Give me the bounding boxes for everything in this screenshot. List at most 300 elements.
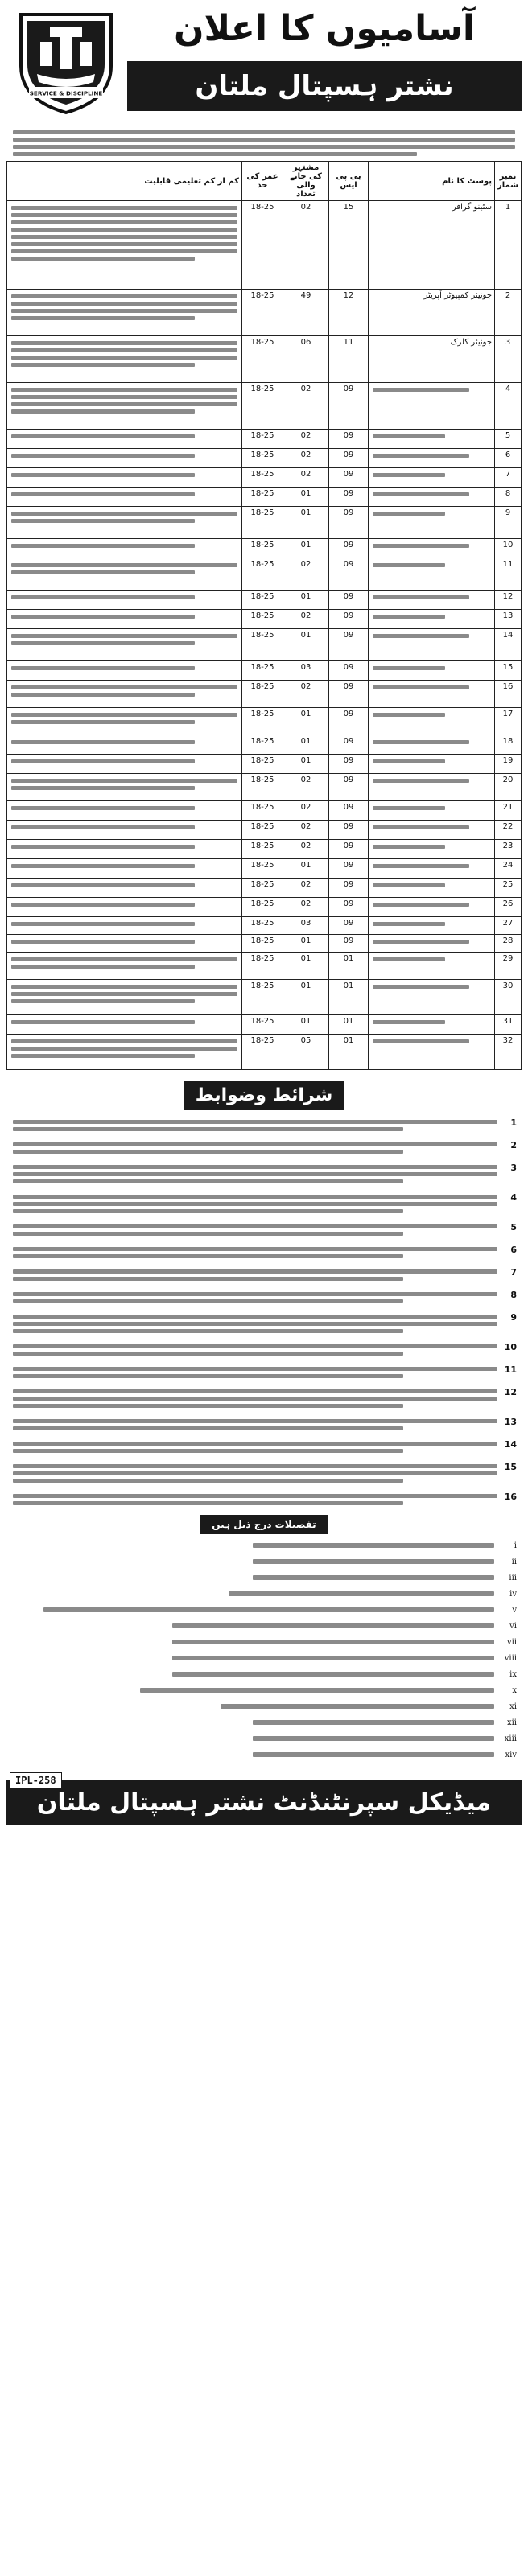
illegible-text-placeholder bbox=[11, 1020, 195, 1024]
illegible-text-placeholder bbox=[11, 206, 237, 210]
condition-text bbox=[11, 1461, 499, 1486]
cell-seats: 01 bbox=[283, 507, 329, 539]
cell-post bbox=[369, 488, 495, 507]
cell-bps: 01 bbox=[329, 953, 369, 980]
table-row bbox=[7, 610, 522, 629]
condition-text bbox=[11, 1117, 499, 1134]
schedule-item bbox=[11, 1716, 517, 1729]
cell-bps: 09 bbox=[329, 898, 369, 917]
illegible-text-placeholder bbox=[373, 779, 469, 783]
table-row bbox=[7, 488, 522, 507]
illegible-text-placeholder bbox=[13, 1471, 497, 1475]
cell-bps: 09 bbox=[329, 507, 369, 539]
cell-sr: 12 bbox=[495, 591, 522, 610]
schedule-item bbox=[11, 1732, 517, 1745]
cell-bps: 09 bbox=[329, 539, 369, 558]
cell-seats: 02 bbox=[283, 840, 329, 859]
table-row bbox=[7, 201, 522, 290]
cell-post bbox=[369, 681, 495, 708]
condition-text bbox=[11, 1311, 499, 1336]
illegible-text-placeholder bbox=[13, 1179, 403, 1183]
illegible-text-placeholder bbox=[11, 242, 237, 246]
cell-bps: 09 bbox=[329, 935, 369, 953]
schedule-roman: iv bbox=[509, 1589, 517, 1599]
cell-bps: 12 bbox=[329, 290, 369, 336]
cell-sr: 29 bbox=[495, 953, 522, 980]
schedule-item bbox=[11, 1539, 517, 1552]
cell-age: 18-25 bbox=[242, 898, 283, 917]
cell-seats: 01 bbox=[283, 980, 329, 1015]
illegible-text-placeholder bbox=[11, 666, 195, 670]
cell-age: 18-25 bbox=[242, 1015, 283, 1035]
condition-item bbox=[11, 1461, 517, 1486]
cell-bps: 09 bbox=[329, 859, 369, 879]
condition-item bbox=[11, 1266, 517, 1284]
cell-sr: 9 bbox=[495, 507, 522, 539]
cell-qualification bbox=[7, 558, 242, 591]
illegible-text-placeholder bbox=[373, 713, 445, 717]
cell-qualification bbox=[7, 661, 242, 681]
illegible-text-placeholder bbox=[13, 1150, 403, 1154]
cell-bps: 01 bbox=[329, 1035, 369, 1070]
illegible-text-placeholder bbox=[373, 825, 469, 829]
condition-text bbox=[11, 1266, 499, 1284]
illegible-text-placeholder bbox=[13, 1315, 497, 1319]
schedule-item bbox=[11, 1636, 517, 1648]
cell-qualification bbox=[7, 488, 242, 507]
condition-number: 5 bbox=[510, 1222, 517, 1232]
cell-post bbox=[369, 708, 495, 735]
cell-sr: 14 bbox=[495, 629, 522, 661]
cell-qualification bbox=[7, 201, 242, 290]
cell-age: 18-25 bbox=[242, 980, 283, 1015]
cell-sr: 23 bbox=[495, 840, 522, 859]
cell-post: جونیئر کمپیوٹر آپریٹر bbox=[369, 290, 495, 336]
footer-signature: میڈیکل سپرنٹنڈنٹ نشتر ہسپتال ملتان bbox=[6, 1780, 522, 1825]
cell-post bbox=[369, 539, 495, 558]
cell-bps: 09 bbox=[329, 681, 369, 708]
illegible-text-placeholder bbox=[373, 454, 469, 458]
illegible-text-placeholder bbox=[11, 940, 195, 944]
cell-bps: 09 bbox=[329, 629, 369, 661]
schedule-roman: xiii bbox=[504, 1734, 517, 1743]
illegible-text-placeholder bbox=[13, 1120, 497, 1124]
schedule-roman: iii bbox=[509, 1573, 517, 1582]
illegible-text-placeholder bbox=[11, 595, 195, 599]
condition-item bbox=[11, 1139, 517, 1157]
cell-seats: 02 bbox=[283, 898, 329, 917]
cell-post bbox=[369, 859, 495, 879]
illegible-text-placeholder bbox=[13, 1344, 497, 1348]
condition-text bbox=[11, 1139, 499, 1157]
illegible-text-placeholder bbox=[253, 1559, 494, 1564]
condition-number: 1 bbox=[510, 1117, 517, 1128]
cell-sr: 24 bbox=[495, 859, 522, 879]
illegible-text-placeholder bbox=[373, 922, 445, 926]
illegible-text-placeholder bbox=[13, 1195, 497, 1199]
cell-seats: 01 bbox=[283, 629, 329, 661]
condition-text bbox=[11, 1289, 499, 1307]
cell-qualification bbox=[7, 468, 242, 488]
condition-number: 13 bbox=[504, 1417, 517, 1427]
cell-qualification bbox=[7, 774, 242, 801]
illegible-text-placeholder bbox=[11, 779, 237, 783]
illegible-text-placeholder bbox=[373, 595, 469, 599]
cell-seats: 02 bbox=[283, 468, 329, 488]
cell-seats: 02 bbox=[283, 681, 329, 708]
illegible-text-placeholder bbox=[11, 999, 195, 1003]
cell-qualification bbox=[7, 681, 242, 708]
cell-sr: 8 bbox=[495, 488, 522, 507]
cell-post bbox=[369, 610, 495, 629]
illegible-text-placeholder bbox=[13, 1209, 403, 1213]
cell-bps: 01 bbox=[329, 980, 369, 1015]
cell-qualification bbox=[7, 840, 242, 859]
illegible-text-placeholder bbox=[13, 1352, 403, 1356]
cell-seats: 02 bbox=[283, 774, 329, 801]
schedule-item bbox=[11, 1587, 517, 1600]
illegible-text-placeholder bbox=[11, 864, 195, 868]
cell-sr: 3 bbox=[495, 336, 522, 383]
condition-number: 16 bbox=[504, 1492, 517, 1502]
footer bbox=[6, 1772, 522, 1830]
cell-qualification bbox=[7, 629, 242, 661]
illegible-text-placeholder bbox=[11, 388, 237, 392]
cell-post bbox=[369, 879, 495, 898]
table-row bbox=[7, 591, 522, 610]
cell-age: 18-25 bbox=[242, 935, 283, 953]
cell-age: 18-25 bbox=[242, 290, 283, 336]
illegible-text-placeholder bbox=[11, 634, 237, 638]
cell-age: 18-25 bbox=[242, 879, 283, 898]
illegible-text-placeholder bbox=[11, 786, 195, 790]
condition-number: 10 bbox=[504, 1342, 517, 1352]
condition-item bbox=[11, 1117, 517, 1134]
illegible-text-placeholder bbox=[13, 1404, 403, 1408]
table-row bbox=[7, 953, 522, 980]
cell-sr: 19 bbox=[495, 755, 522, 774]
cell-post bbox=[369, 558, 495, 591]
cell-post bbox=[369, 468, 495, 488]
illegible-text-placeholder bbox=[11, 883, 195, 887]
cell-age: 18-25 bbox=[242, 539, 283, 558]
cell-age: 18-25 bbox=[242, 430, 283, 449]
cell-post bbox=[369, 935, 495, 953]
logo-motto: SERVICE & DISCIPLINE bbox=[29, 89, 103, 97]
cell-age: 18-25 bbox=[242, 661, 283, 681]
cell-qualification bbox=[7, 879, 242, 898]
cell-age: 18-25 bbox=[242, 681, 283, 708]
cell-qualification bbox=[7, 610, 242, 629]
illegible-text-placeholder bbox=[11, 992, 237, 996]
illegible-text-placeholder bbox=[373, 1039, 469, 1043]
cell-post bbox=[369, 953, 495, 980]
illegible-text-placeholder bbox=[253, 1575, 494, 1580]
illegible-text-placeholder bbox=[11, 409, 195, 414]
header-seats: مشتہر کی جانے والی تعداد bbox=[283, 162, 329, 201]
illegible-text-placeholder bbox=[11, 985, 237, 989]
schedule-item bbox=[11, 1652, 517, 1665]
illegible-text-placeholder bbox=[11, 1047, 237, 1051]
illegible-text-placeholder bbox=[11, 512, 237, 516]
cell-seats: 02 bbox=[283, 201, 329, 290]
cell-qualification bbox=[7, 1015, 242, 1035]
posts-table-body bbox=[7, 201, 522, 1070]
illegible-text-placeholder bbox=[13, 1172, 497, 1176]
cell-seats: 02 bbox=[283, 801, 329, 821]
cell-sr: 20 bbox=[495, 774, 522, 801]
condition-item bbox=[11, 1364, 517, 1381]
illegible-text-placeholder bbox=[11, 302, 237, 306]
illegible-text-placeholder bbox=[11, 228, 237, 232]
illegible-text-placeholder bbox=[253, 1752, 494, 1757]
cell-age: 18-25 bbox=[242, 821, 283, 840]
cell-bps: 09 bbox=[329, 708, 369, 735]
illegible-text-placeholder bbox=[13, 1367, 497, 1371]
illegible-text-placeholder bbox=[373, 864, 469, 868]
illegible-text-placeholder bbox=[11, 341, 237, 345]
cell-qualification bbox=[7, 539, 242, 558]
cell-bps: 09 bbox=[329, 488, 369, 507]
schedule-item bbox=[11, 1555, 517, 1568]
cell-sr: 26 bbox=[495, 898, 522, 917]
illegible-text-placeholder bbox=[11, 641, 195, 645]
cell-seats: 01 bbox=[283, 591, 329, 610]
illegible-text-placeholder bbox=[13, 1501, 403, 1505]
illegible-text-placeholder bbox=[11, 759, 195, 763]
intro-paragraph bbox=[11, 130, 517, 156]
condition-item bbox=[11, 1289, 517, 1307]
schedule-roman: ii bbox=[511, 1557, 517, 1566]
table-row bbox=[7, 821, 522, 840]
illegible-text-placeholder bbox=[373, 388, 469, 392]
table-row bbox=[7, 290, 522, 336]
cell-sr: 28 bbox=[495, 935, 522, 953]
cell-age: 18-25 bbox=[242, 336, 283, 383]
illegible-text-placeholder bbox=[11, 402, 237, 406]
cell-qualification bbox=[7, 859, 242, 879]
illegible-text-placeholder bbox=[11, 395, 237, 399]
illegible-text-placeholder bbox=[11, 693, 195, 697]
illegible-text-placeholder bbox=[373, 883, 445, 887]
condition-number: 2 bbox=[510, 1140, 517, 1150]
illegible-text-placeholder bbox=[11, 825, 195, 829]
illegible-text-placeholder bbox=[13, 1322, 497, 1326]
schedule-item bbox=[11, 1700, 517, 1713]
cell-seats: 02 bbox=[283, 821, 329, 840]
cell-seats: 01 bbox=[283, 1015, 329, 1035]
table-row bbox=[7, 430, 522, 449]
cell-bps: 09 bbox=[329, 755, 369, 774]
table-row bbox=[7, 708, 522, 735]
illegible-text-placeholder bbox=[11, 957, 237, 961]
cell-post bbox=[369, 629, 495, 661]
cell-sr: 30 bbox=[495, 980, 522, 1015]
cell-post bbox=[369, 591, 495, 610]
illegible-text-placeholder bbox=[11, 249, 237, 253]
condition-number: 4 bbox=[510, 1192, 517, 1203]
cell-qualification bbox=[7, 1035, 242, 1070]
schedule-item bbox=[11, 1684, 517, 1697]
cell-age: 18-25 bbox=[242, 383, 283, 430]
cell-bps: 09 bbox=[329, 468, 369, 488]
cell-seats: 01 bbox=[283, 953, 329, 980]
cell-bps: 09 bbox=[329, 558, 369, 591]
cell-sr: 16 bbox=[495, 681, 522, 708]
cell-post bbox=[369, 661, 495, 681]
table-row bbox=[7, 935, 522, 953]
cell-bps: 09 bbox=[329, 774, 369, 801]
cell-seats: 01 bbox=[283, 708, 329, 735]
cell-qualification bbox=[7, 430, 242, 449]
table-row bbox=[7, 774, 522, 801]
illegible-text-placeholder bbox=[373, 940, 469, 944]
cell-age: 18-25 bbox=[242, 755, 283, 774]
cell-bps: 09 bbox=[329, 801, 369, 821]
illegible-text-placeholder bbox=[11, 434, 195, 438]
table-row bbox=[7, 859, 522, 879]
illegible-text-placeholder bbox=[172, 1656, 494, 1660]
illegible-text-placeholder bbox=[11, 235, 237, 239]
illegible-text-placeholder bbox=[11, 845, 195, 849]
cell-bps: 09 bbox=[329, 879, 369, 898]
cell-sr: 32 bbox=[495, 1035, 522, 1070]
illegible-text-placeholder bbox=[13, 1224, 497, 1228]
header-age: عمر کی حد bbox=[242, 162, 283, 201]
illegible-text-placeholder bbox=[373, 759, 445, 763]
cell-qualification bbox=[7, 449, 242, 468]
schedule-roman: xiv bbox=[505, 1750, 517, 1759]
hospital-crest-logo bbox=[13, 10, 119, 116]
cell-bps: 09 bbox=[329, 821, 369, 840]
illegible-text-placeholder bbox=[253, 1543, 494, 1548]
illegible-text-placeholder bbox=[11, 294, 237, 298]
header bbox=[6, 5, 522, 126]
cell-age: 18-25 bbox=[242, 774, 283, 801]
cell-seats: 02 bbox=[283, 430, 329, 449]
cell-seats: 01 bbox=[283, 488, 329, 507]
condition-number: 9 bbox=[510, 1312, 517, 1323]
illegible-text-placeholder bbox=[13, 1247, 497, 1251]
cell-seats: 02 bbox=[283, 383, 329, 430]
condition-number: 7 bbox=[510, 1267, 517, 1278]
cell-qualification bbox=[7, 821, 242, 840]
cell-age: 18-25 bbox=[242, 610, 283, 629]
condition-item bbox=[11, 1311, 517, 1336]
schedule-roman: vi bbox=[509, 1621, 517, 1631]
condition-number: 6 bbox=[510, 1245, 517, 1255]
condition-item bbox=[11, 1191, 517, 1216]
cell-sr: 31 bbox=[495, 1015, 522, 1035]
illegible-text-placeholder bbox=[43, 1607, 494, 1612]
cell-post bbox=[369, 430, 495, 449]
cell-qualification bbox=[7, 735, 242, 755]
cell-sr: 5 bbox=[495, 430, 522, 449]
condition-number: 14 bbox=[504, 1439, 517, 1450]
illegible-text-placeholder bbox=[13, 1165, 497, 1169]
cell-sr: 4 bbox=[495, 383, 522, 430]
cell-seats: 01 bbox=[283, 539, 329, 558]
cell-bps: 09 bbox=[329, 840, 369, 859]
cell-qualification bbox=[7, 953, 242, 980]
table-row bbox=[7, 898, 522, 917]
cell-sr: 27 bbox=[495, 917, 522, 935]
illegible-text-placeholder bbox=[11, 473, 195, 477]
schedule-title: تفصیلات درج ذیل ہیں bbox=[200, 1515, 328, 1534]
cell-seats: 03 bbox=[283, 917, 329, 935]
cell-age: 18-25 bbox=[242, 953, 283, 980]
illegible-text-placeholder bbox=[11, 454, 195, 458]
cell-age: 18-25 bbox=[242, 629, 283, 661]
schedule-roman: v bbox=[512, 1605, 517, 1615]
schedule-item bbox=[11, 1668, 517, 1681]
illegible-text-placeholder bbox=[13, 1202, 497, 1206]
illegible-text-placeholder bbox=[140, 1688, 494, 1693]
advertisement-page bbox=[6, 0, 522, 1837]
condition-text bbox=[11, 1244, 499, 1261]
table-row bbox=[7, 383, 522, 430]
illegible-text-placeholder bbox=[373, 903, 469, 907]
cell-post bbox=[369, 801, 495, 821]
illegible-text-placeholder bbox=[11, 544, 195, 548]
cell-post bbox=[369, 821, 495, 840]
schedule-roman: xii bbox=[506, 1718, 517, 1727]
condition-text bbox=[11, 1162, 499, 1187]
table-row bbox=[7, 661, 522, 681]
cell-age: 18-25 bbox=[242, 708, 283, 735]
illegible-text-placeholder bbox=[13, 1464, 497, 1468]
condition-text bbox=[11, 1386, 499, 1411]
table-row bbox=[7, 681, 522, 708]
illegible-text-placeholder bbox=[373, 1020, 445, 1024]
illegible-text-placeholder bbox=[11, 1054, 195, 1058]
condition-text bbox=[11, 1341, 499, 1359]
illegible-text-placeholder bbox=[13, 1292, 497, 1296]
table-row bbox=[7, 801, 522, 821]
illegible-text-placeholder bbox=[11, 309, 237, 313]
cell-seats: 49 bbox=[283, 290, 329, 336]
header-sr: نمبر شمار bbox=[495, 162, 522, 201]
cell-post bbox=[369, 735, 495, 755]
illegible-text-placeholder bbox=[11, 713, 237, 717]
schedule-item bbox=[11, 1748, 517, 1761]
condition-item bbox=[11, 1244, 517, 1261]
illegible-text-placeholder bbox=[13, 1494, 497, 1498]
cell-post bbox=[369, 449, 495, 468]
illegible-text-placeholder bbox=[373, 985, 469, 989]
cell-qualification bbox=[7, 336, 242, 383]
condition-item bbox=[11, 1491, 517, 1508]
cell-age: 18-25 bbox=[242, 201, 283, 290]
illegible-text-placeholder bbox=[373, 685, 469, 689]
condition-text bbox=[11, 1438, 499, 1456]
illegible-text-placeholder bbox=[11, 348, 237, 352]
cell-qualification bbox=[7, 898, 242, 917]
cell-sr: 6 bbox=[495, 449, 522, 468]
schedule-item bbox=[11, 1603, 517, 1616]
cell-post bbox=[369, 755, 495, 774]
cell-sr: 1 bbox=[495, 201, 522, 290]
cell-bps: 09 bbox=[329, 591, 369, 610]
cell-sr: 2 bbox=[495, 290, 522, 336]
cell-post bbox=[369, 917, 495, 935]
cell-seats: 03 bbox=[283, 661, 329, 681]
cell-qualification bbox=[7, 591, 242, 610]
illegible-text-placeholder bbox=[11, 356, 237, 360]
illegible-text-placeholder bbox=[373, 957, 445, 961]
cell-seats: 01 bbox=[283, 755, 329, 774]
illegible-text-placeholder bbox=[13, 1329, 403, 1333]
